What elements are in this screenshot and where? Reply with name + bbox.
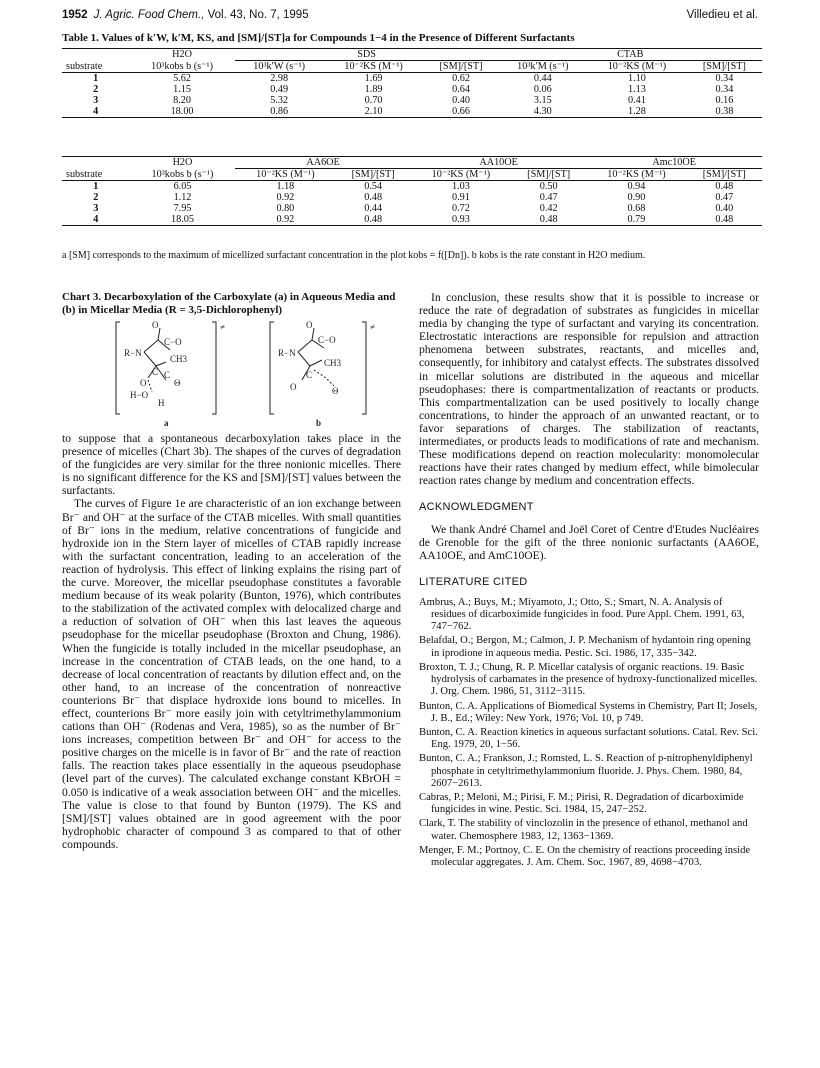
charge-symbol: Θ	[174, 378, 181, 388]
table-cell: 0.34	[715, 73, 734, 84]
table-cell: 0.68	[627, 203, 646, 214]
table-cell: 0.64	[452, 84, 470, 95]
table-cell: 0.06	[533, 84, 552, 95]
structure-label-a: a	[164, 418, 169, 428]
table-cell: 8.20	[173, 95, 191, 106]
table-group-header-row	[62, 157, 762, 169]
table-cell: 1.13	[628, 84, 646, 95]
chart-caption: Chart 3. Decarboxylation of the Carboxylate (a) in Aqueous Media and (b) in Micellar Media (R = 3,5-Dichlorophenyl)	[62, 291, 396, 316]
atom-label: CH3	[324, 358, 342, 368]
column-header: [SM]/[ST]	[423, 61, 498, 73]
table-cell: 2.98	[270, 73, 289, 84]
bond-b-4	[314, 370, 334, 386]
substrate-cell: 3	[93, 95, 99, 106]
table-cell: 0.54	[364, 181, 383, 192]
substrate-cell: 3	[93, 203, 99, 214]
table-cell: 0.94	[627, 181, 646, 192]
table-cell: 7.95	[173, 203, 192, 214]
left-column	[62, 291, 401, 851]
atom-label: R−N	[278, 348, 296, 358]
table-cell	[62, 49, 129, 61]
table-cell: 0.92	[235, 214, 335, 226]
atom-label: C−O	[318, 335, 336, 345]
table-cell: 18.05	[130, 214, 236, 226]
table-cell: 0.48	[511, 214, 586, 226]
page-number: 1952	[62, 9, 88, 21]
table-cell: 5.32	[270, 95, 289, 106]
table-cell: 0.91	[451, 192, 470, 203]
substrate-cell: 2	[93, 84, 99, 95]
reference-item: Ambrus, A.; Buys, M.; Miyamoto, J.; Otto, S.; Smart, N. A. Analysis of residues of dicarboximide fungicides in food. Pure Appl. Chem. 1991, 63, 747−762.	[419, 596, 745, 633]
group-header-sds: SDS	[235, 49, 499, 61]
table-row	[62, 214, 762, 226]
table-cell: 0.93	[411, 214, 511, 226]
table-cell: 1.69	[364, 73, 383, 84]
table-cell: 3.15	[533, 95, 552, 106]
table-column-header-row	[62, 61, 762, 73]
running-header	[62, 9, 758, 25]
table-caption: Table 1. Values of k′W, k′M, KS, and [SM]/[ST]a for Compounds 1−4 in the Presence of Different Surfactants	[62, 32, 575, 44]
table-cell: 1.15	[173, 84, 191, 95]
column-header: 10⁻²KS (M⁻¹)	[411, 169, 511, 181]
table-cell: 0.49	[270, 84, 289, 95]
reference-item: Bunton, C. A. Reaction kinetics in aqueous surfactant solutions. Catal. Rev. Sci. Eng. 1979, 20, 1−56.	[419, 726, 758, 751]
right-column	[419, 291, 759, 871]
table-row	[62, 192, 762, 203]
atom-o: O	[306, 320, 313, 330]
ts-mark-b: ≠	[370, 322, 375, 332]
chemical-structures	[62, 320, 401, 428]
group-header-ctab: CTAB	[499, 49, 762, 61]
conclusion-paragraph: In conclusion, these results show that it is possible to increase or reduce the rate of degradation of substrates as fungicides in micellar media by changing the type of surfactant and varying its concentration. Electrostatic interactions are responsible for repulsion and attraction phenomena between substrates, reactants, and micelles and, consequently, for inhibitory and catalyst effects. The substrates dissolved in micellar solutions are distributed in the aqueous and micellar pseudophases: there is compartmentalization of reactants or products. This compartmentalization can be used positively to locally change concentrations, to hinder the approach of an unwanted reactant, or to favor separations of charges. The stabilization of reactants, intermediates, or products leads to modifications of rate and mechanism. These modifications depend on reaction molecularity: monomolecular reactions have their rates changed by medium effect, while bimolecular reaction rates change by medium and concentration effects.	[419, 291, 759, 488]
structure-label-b: b	[316, 418, 322, 428]
table-cell: 0.42	[539, 203, 558, 214]
table-cell: 2.10	[324, 106, 424, 118]
column-header: [SM]/[ST]	[687, 169, 762, 181]
charge-symbol: Θ	[332, 386, 339, 396]
table-cell: 0.80	[276, 203, 295, 214]
atom-o: O	[140, 378, 147, 388]
column-header: substrate	[62, 169, 130, 181]
table-cell: 0.90	[627, 192, 646, 203]
bracket-b-right	[362, 322, 366, 414]
table-cell: 1.12	[173, 192, 192, 203]
reference-item: Menger, F. M.; Portnoy, C. E. On the chemistry of reactions proceeding inside molecular aggregates. J. Am. Chem. Soc. 1967, 89, 4698−4703.	[419, 844, 751, 868]
substrate-cell: 4	[62, 106, 129, 118]
column-header: 10⁻²KS (M⁻¹)	[586, 169, 686, 181]
structure-drawing	[62, 320, 401, 428]
atom-label: H	[158, 398, 165, 408]
table-cell: 0.38	[687, 106, 762, 118]
substrate-cell: 4	[62, 214, 130, 226]
atom-label: C	[306, 370, 313, 380]
table-cell: 0.70	[364, 95, 383, 106]
bond-b-2	[298, 352, 322, 366]
table-part-1	[62, 48, 762, 118]
table-row	[62, 106, 762, 118]
table-cell: 0.47	[715, 192, 734, 203]
column-header: [SM]/[ST]	[335, 169, 410, 181]
table-cell: 0.47	[539, 192, 558, 203]
bracket-b-left	[270, 322, 274, 414]
reference-item: Bunton, C. A.; Frankson, J.; Romsted, L. S. Reaction of p-nitrophenyldiphenyl phosphate in cetyltrimethylammonium fluoride. J. Phys. Chem. 1980, 84, 2607−2613.	[419, 753, 753, 789]
table-cell: 0.48	[335, 214, 410, 226]
volume-info: Vol. 43, No. 7, 1995	[207, 9, 309, 21]
table-group-header-row	[62, 49, 762, 61]
column-header: 10³k′M (s⁻¹)	[499, 61, 587, 73]
reference-item: Belafdal, O.; Bergon, M.; Calmon, J. P. Mechanism of hydantoin ring opening in iprodione in aqueous media. Pestic. Sci. 1986, 17, 335−342.	[419, 635, 751, 659]
column-header: 10⁻²KS (M⁻¹)	[324, 61, 424, 73]
body-paragraph: The curves of Figure 1e are characteristic of an ion exchange between Br⁻ and OH⁻ at the surface of the CTAB micelles. With small quantities of Br⁻ ions in the medium, relative concentrations of fungicide and hydroxide ion in the Stern layer of micelles of CTAB rapidly increase with the surfactant concentration, leading to an acceleration of the reaction of hydrolysis. This effect of linking explains the rising part of the curve. Moreover, the micellar pseudophase constitutes a favorable medium because of its weak polarity (Bunton, 1976), which contributes to the stabilization of the activated complex with delocalized charge and a reduction of solvation of OH⁻ when this last leaves the aqueous pseudophase for the micellar pseudophase (Broxton and Chung, 1986). When the fungicide is totally included in the micellar pseudophase, an increase in the concentration of CTAB leads, on the one hand, to a decrease of local concentration of reactants by dilution effect and, on the other hand, to an increase of the concentration of nonreactive counterions Br⁻ that displace hydroxide ions bound to micelles. In effect, counterions Br⁻ more easily join with cetyltrimethylammonium cations than OH⁻ (Rodenas and Vera, 1985), so as the number of Br⁻ ions increases, competition between Br⁻ and OH⁻ for access to the positive charges on the micelle is in favor of Br⁻ and the rate of reaction falls. The reaction takes place essentially in the aqueous pseudophase (level part of the curves). The calculated exchange constant KBrOH = 0.050 is indicative of a weak association between OH⁻ and the micelles. The value is close to that found by Bunton (1979). The KS and [SM]/[ST] values obtained are in good agreement with the poor hydrophobic character of compound 3 as compared to that of other compounds.	[62, 497, 401, 851]
table-cell: 0.48	[715, 181, 734, 192]
group-header-aa6oe: AA6OE	[235, 157, 411, 169]
table-cell: 0.40	[715, 203, 734, 214]
table-cell: 0.86	[235, 106, 324, 118]
hbond-a	[148, 380, 152, 392]
reference-item: Clark, T. The stability of vinclozolin in the presence of ethanol, methanol and water. Chemosphere 1983, 12, 1363−1369.	[419, 818, 748, 842]
atom-label: H−O	[130, 390, 149, 400]
table-row	[62, 73, 762, 85]
table-cell: 1.03	[451, 181, 470, 192]
group-header-h2o: H2O	[130, 157, 236, 169]
group-header-h2o: H2O	[129, 49, 234, 61]
group-header-aa10oe: AA10OE	[411, 157, 587, 169]
table-footnote: a [SM] corresponds to the maximum of micellized surfactant concentration in the plot kobs = f([Dn]). b kobs is the rate constant in H2O medium.	[62, 250, 646, 261]
column-header: 10³k′W (s⁻¹)	[235, 61, 324, 73]
table-row	[62, 84, 762, 95]
atom-o: O	[290, 382, 297, 392]
table-cell: 18.00	[129, 106, 234, 118]
reference-list	[419, 597, 759, 869]
table-cell: 0.50	[539, 181, 558, 192]
column-header: substrate	[62, 61, 129, 73]
table-cell: 5.62	[173, 73, 191, 84]
substrate-cell: 1	[93, 73, 99, 84]
table-row	[62, 95, 762, 106]
table-cell: 0.40	[452, 95, 470, 106]
table-column-header-row	[62, 169, 762, 181]
table-cell: 0.48	[364, 192, 383, 203]
body-paragraph: to suppose that a spontaneous decarboxylation takes place in the presence of micelles (Chart 3b). The shapes of the curves of degradation of the fungicides are very similar for the three nonionic micelles. There is no significant difference for the KS and [SM]/[ST] values between the surfactants.	[62, 432, 401, 498]
header-authors: Villedieu et al.	[686, 9, 758, 21]
atom-o: O	[152, 320, 159, 330]
table-cell: 1.18	[276, 181, 295, 192]
table-cell: 0.72	[451, 203, 470, 214]
table-cell: 4.30	[499, 106, 587, 118]
table-cell: 1.10	[628, 73, 646, 84]
table-cell: 0.41	[628, 95, 646, 106]
table-cell: 0.48	[687, 214, 762, 226]
substrate-cell: 2	[93, 192, 99, 203]
reference-item: Cabras, P.; Meloni, M.; Pirisi, F. M.; Pirisi, R. Degradation of dicarboximide fungicides in wine. Pestic. Sci. 1984, 15, 247−252.	[419, 791, 744, 816]
group-header-amc10oe: Amc10OE	[586, 157, 762, 169]
bond-a-2	[144, 352, 166, 366]
table-cell: 0.62	[452, 73, 470, 84]
acknowledgment-paragraph: We thank André Chamel and Joël Coret of Centre d'Etudes Nucléaires de Grenoble for the gift of the three nonionic surfactants (AA6OE, AA10OE, and AmC10OE).	[419, 522, 759, 562]
column-header: 10⁻²KS (M⁻¹)	[587, 61, 687, 73]
table-cell: 0.66	[423, 106, 498, 118]
table-row	[62, 181, 762, 193]
atom-label: CH3	[170, 354, 188, 364]
literature-heading: LITERATURE CITED	[419, 575, 528, 588]
table-cell: 0.92	[276, 192, 295, 203]
table-cell: 1.28	[587, 106, 687, 118]
bracket-a-right	[212, 322, 216, 414]
table-cell: 0.44	[364, 203, 383, 214]
acknowledgment-heading: ACKNOWLEDGMENT	[419, 501, 534, 514]
table-cell: 0.16	[715, 95, 734, 106]
ts-mark-a: ≠	[220, 322, 225, 332]
table-cell: 6.05	[173, 181, 192, 192]
table-part-2	[62, 156, 762, 226]
atom-label: C−O	[164, 337, 182, 347]
header-left	[62, 9, 309, 21]
column-header: [SM]/[ST]	[511, 169, 586, 181]
column-header: 10⁻²KS (M⁻¹)	[235, 169, 335, 181]
column-header: 10³kobs b (s⁻¹)	[129, 61, 234, 73]
atom-label: R−N	[124, 348, 142, 358]
column-header: [SM]/[ST]	[687, 61, 762, 73]
table-cell: 1.89	[364, 84, 383, 95]
table-cell: 0.34	[715, 84, 734, 95]
atom-label: C	[152, 367, 159, 377]
reference-item: Bunton, C. A. Applications of Biomedical Systems in Chemistry, Part II; Josels, J. B., Ed.; Wiley: New York, 1976; Vol. 10, p 749.	[419, 700, 758, 724]
substrate-cell: 1	[93, 181, 99, 192]
column-header: 10³kobs b (s⁻¹)	[130, 169, 236, 181]
bracket-a-left	[116, 322, 120, 414]
atom-label: C	[164, 370, 171, 380]
table-cell	[62, 157, 130, 169]
table-row	[62, 203, 762, 214]
table-cell: 0.44	[533, 73, 552, 84]
journal-name: J. Agric. Food Chem.,	[93, 9, 205, 21]
table-cell: 0.79	[586, 214, 686, 226]
reference-item: Broxton, T. J.; Chung, R. P. Micellar catalysis of organic reactions. 19. Basic hydrolysis of carbamates in the presence of hydroxy-functionalized micelles. J. Org. Chem. 1986, 51, 3112−3115.	[419, 661, 758, 698]
